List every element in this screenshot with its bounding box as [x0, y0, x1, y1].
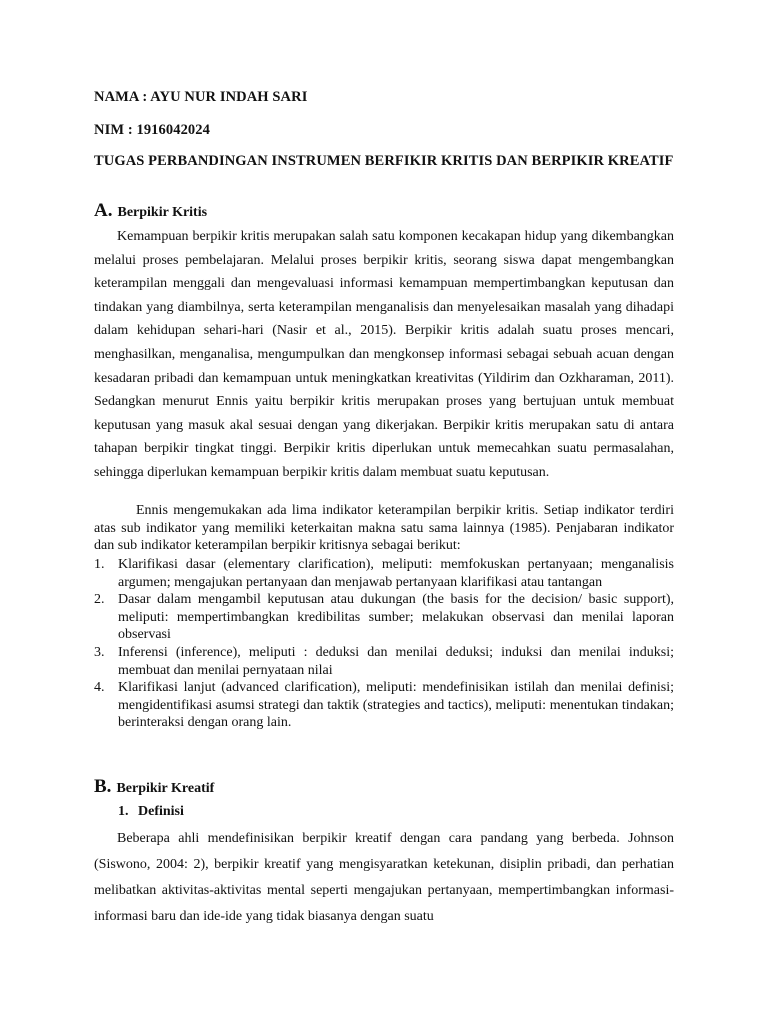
section-b-letter: B. [94, 776, 112, 797]
student-nim: NIM : 1916042024 [94, 122, 210, 138]
list-item-text: Inferensi (inference), meliputi : deduksi dan menilai deduksi; induksi dan menilai induksi; membuat dan menilai pernyataan nilai [118, 644, 674, 678]
list-item-text: Klarifikasi dasar (elementary clarification), meliputi: memfokuskan pertanyaan; menganalisis argumen; mengajukan pertanyaan dan menjawab pertanyaan klarifikasi atau tantangan [118, 557, 674, 590]
list-number: 4. [94, 680, 105, 696]
section-a-heading [94, 201, 207, 223]
list-number: 2. [94, 592, 105, 608]
list-number: 1. [94, 557, 105, 572]
section-a-paragraph-2: Ennis mengemukakan ada lima indikator keterampilan berpikir kritis. Setiap indikator terdiri atas sub indikator yang memiliki keterkaitan makna satu sama lainnya (1985). Penjabaran indikator dan sub indikator keterampilan berpikir kritisnya sebagai berikut: [94, 503, 674, 554]
list-item [94, 679, 674, 732]
list-item-text: Dasar dalam mengambil keputusan atau dukungan (the basis for the decision/ basic support), meliputi: mempertimbangkan kredibilitas sumber; melakukan observasi dan menilai laporan observasi [118, 592, 674, 643]
list-number: 3. [94, 644, 105, 660]
subsection-definisi-heading [118, 803, 184, 821]
section-a-title: Berpikir Kritis [117, 205, 208, 220]
section-a-paragraph-1: Kemampuan berpikir kritis merupakan salah satu komponen kecakapan hidup yang dikembangkan melalui proses pembelajaran. Melalui proses berpikir kritis, seorang siswa dapat mengembangkan keterampilan menggali dan mengevaluasi informasi kemampuan mempertimbangkan keputusan dan tindakan yang diambilnya, serta keterampilan menganalisis dan menyelesaikan masalah yang dihadapi dalam kehidupan sehari-hari (Nasir et al., 2015). Berpikir kritis adalah suatu proses mencari, menghasilkan, menganalisa, mengumpulkan dan mengkonsep informasi sebagai sebuah acuan dengan kesadaran pribadi dan kemampuan untuk meningkatkan kreativitas (Yildirim dan Ozkharaman, 2011). Sedangkan menurut Ennis yaitu berpikir kritis merupakan proses yang bertujuan untuk membuat keputusan yang masuk akal sesuai dengan yang dikerjakan. Berpikir kritis merupakan satu di antara tahapan berpikir tingkat tinggi. Berpikir kritis diperlukan untuk memecahkan suatu permasalahan, sehingga diperlukan kemampuan berpikir kritis dalam membuat suatu keputusan. [94, 229, 674, 480]
indicator-list [94, 556, 674, 732]
list-item [94, 644, 674, 679]
student-name: NAMA : AYU NUR INDAH SARI [94, 89, 308, 105]
list-item [94, 591, 674, 644]
subsection-number: 1. [118, 804, 129, 819]
subsection-title: Definisi [138, 804, 184, 819]
assignment-title: TUGAS PERBANDINGAN INSTRUMEN BERFIKIR KRITIS DAN BERPIKIR KREATIF [94, 153, 674, 169]
section-a-letter: A. [94, 200, 113, 221]
list-item [94, 556, 674, 591]
section-b-paragraph-1: Beberapa ahli mendefinisikan berpikir kreatif dengan cara pandang yang berbeda. Johnson (Siswono, 2004: 2), berpikir kreatif yang mengisyaratkan ketekunan, disiplin pribadi, dan perhatian melibatkan aktivitas-aktivitas mental seperti mengajukan pertanyaan, mempertimbangkan informasi-informasi baru dan ide-ide yang tidak biasanya dengan suatu [94, 831, 674, 924]
section-b-title: Berpikir Kreatif [116, 781, 215, 796]
section-b-heading [94, 777, 214, 799]
list-item-text: Klarifikasi lanjut (advanced clarification), meliputi: mendefinisikan istilah dan menilai definisi; mengidentifikasi asumsi strategi dan taktik (strategies and tactics), meliputi: menentukan tindakan; berinteraksi dengan orang lain. [118, 680, 674, 731]
